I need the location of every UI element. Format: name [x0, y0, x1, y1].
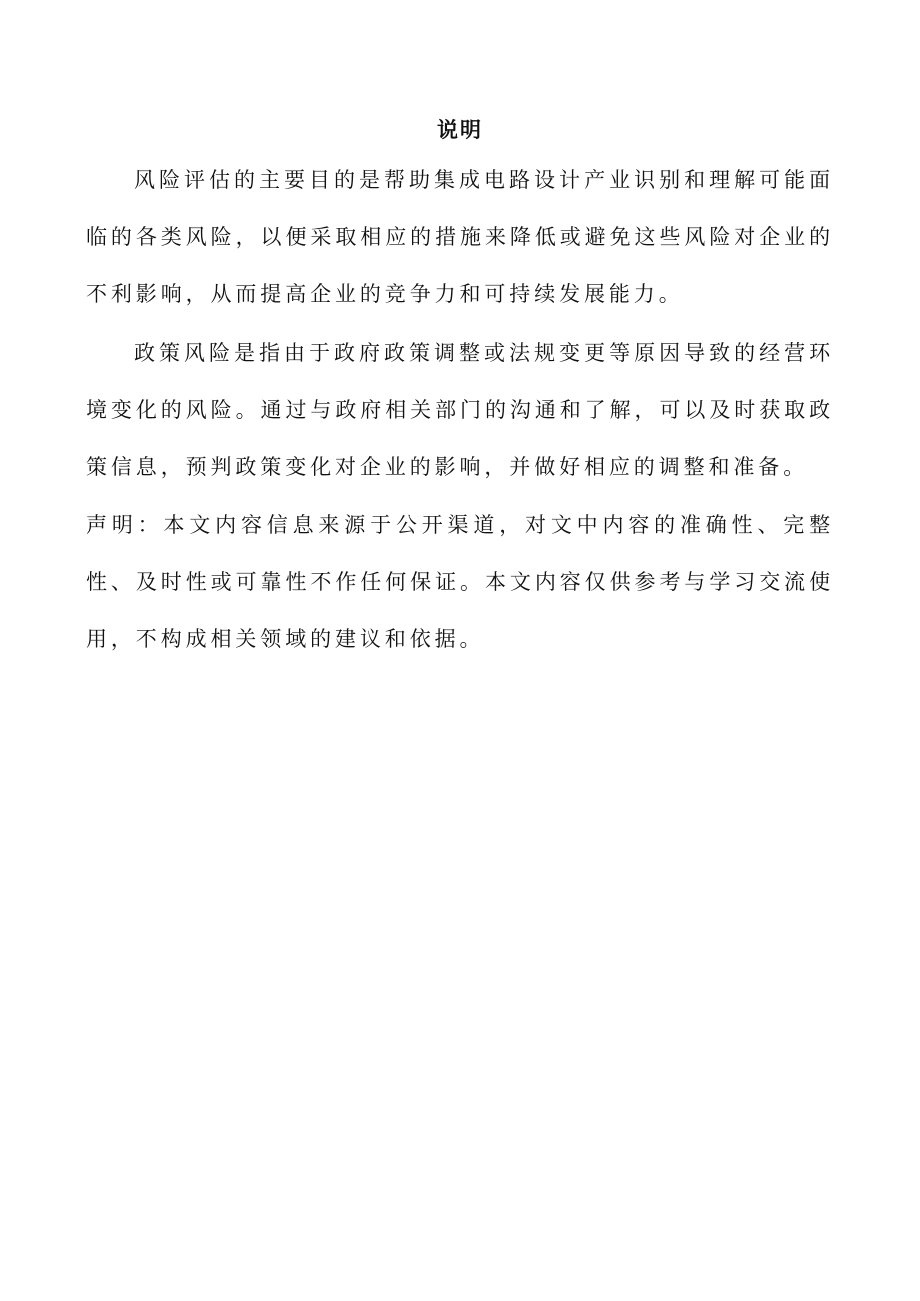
paragraph-policy-risk: 政策风险是指由于政府政策调整或法规变更等原因导致的经营环境变化的风险。通过与政府相关部门的沟通和了解，可以及时获取政策信息，预判政策变化对企业的影响，并做好相应的调整和准备。: [86, 341, 834, 479]
disclaimer-text: 声明：本文内容信息来源于公开渠道，对文中内容的准确性、完整性、及时性或可靠性不作任何保证。本文内容仅供参考与学习交流使用，不构成相关领域的建议和依据。: [86, 513, 834, 651]
document-title: 说明: [437, 117, 483, 142]
paragraph-risk-assessment: 风险评估的主要目的是帮助集成电路设计产业识别和理解可能面临的各类风险，以便采取相应的措施来降低或避免这些风险对企业的不利影响，从而提高企业的竞争力和可持续发展能力。: [86, 168, 834, 306]
